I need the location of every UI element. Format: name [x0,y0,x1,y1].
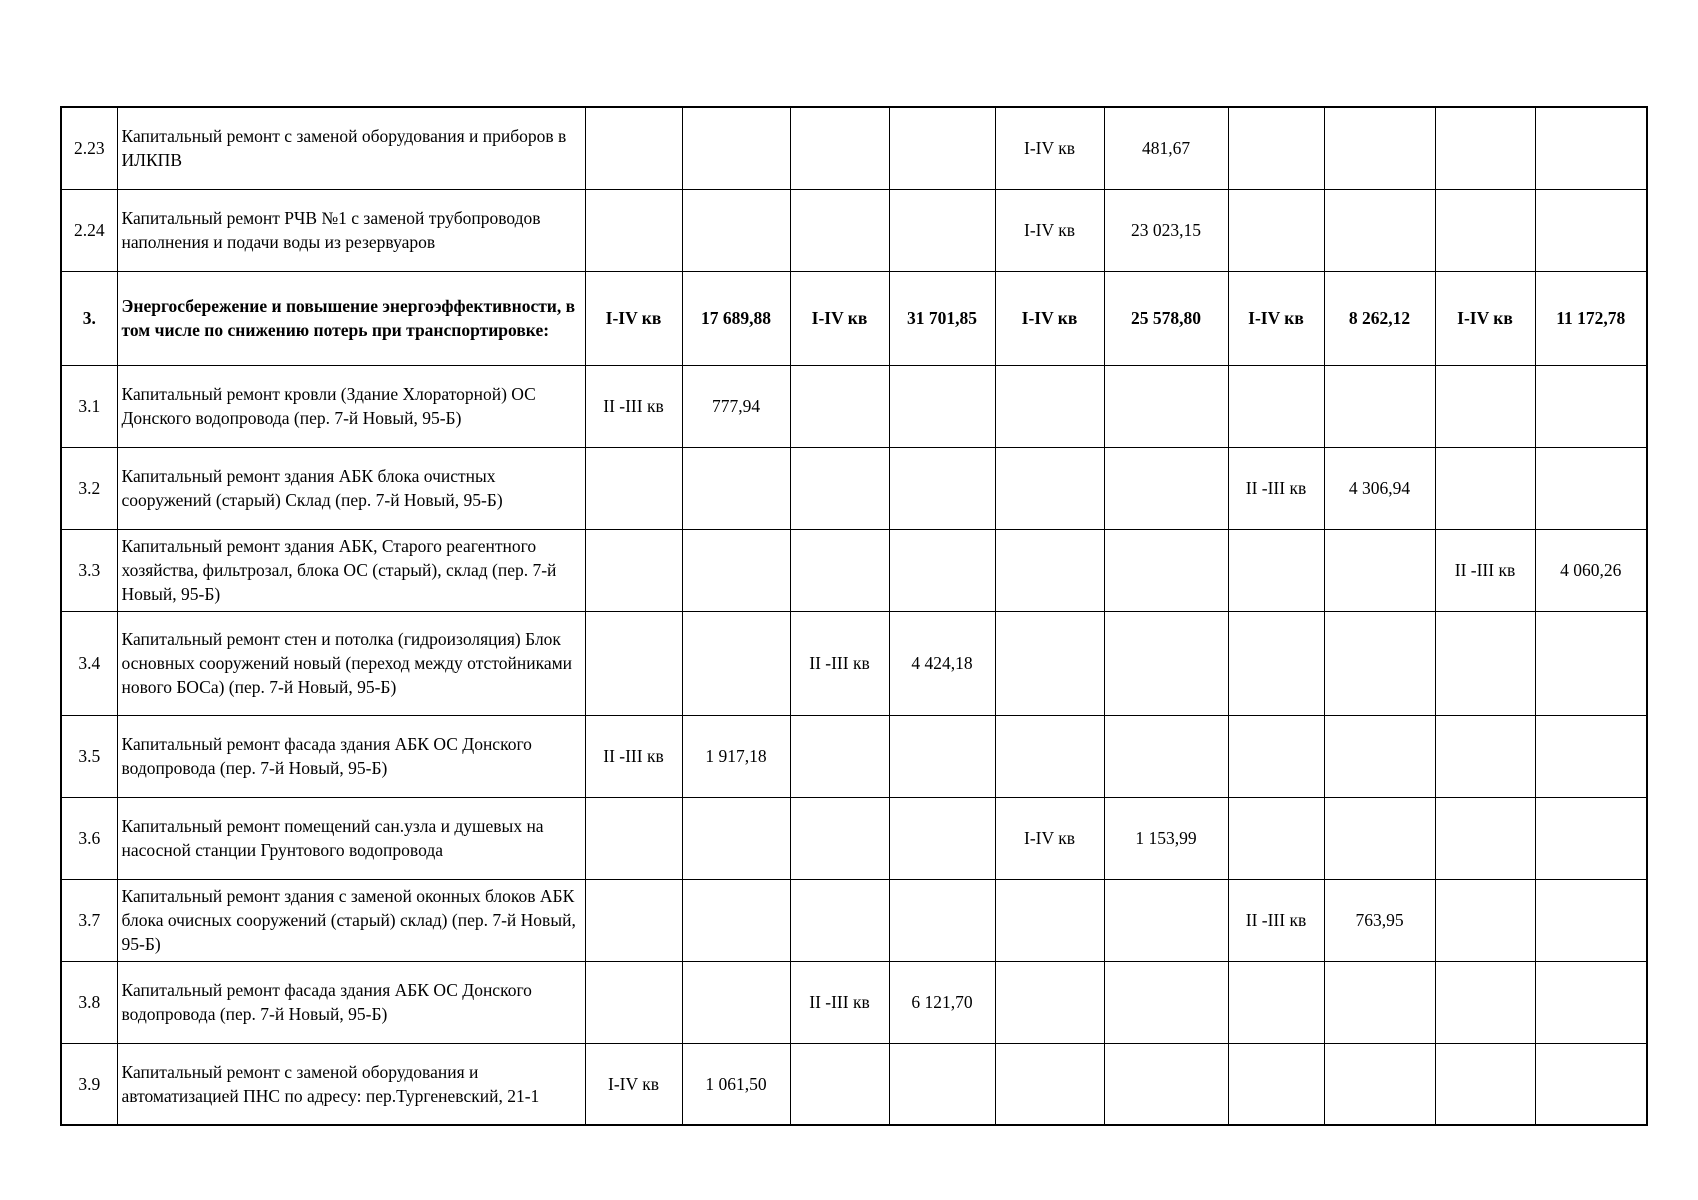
period-cell: II -III кв [1228,879,1324,961]
row-number: 2.23 [61,107,117,189]
row-number: 3.7 [61,879,117,961]
amount-cell [1104,1043,1228,1125]
row-number: 3.6 [61,797,117,879]
period-cell [790,715,889,797]
period-cell [1228,611,1324,715]
amount-cell [889,715,995,797]
amount-cell [1324,1043,1435,1125]
amount-cell: 1 061,50 [682,1043,790,1125]
amount-cell: 481,67 [1104,107,1228,189]
period-cell: I-IV кв [790,271,889,365]
work-description: Капитальный ремонт стен и потолка (гидроизоляция) Блок основных сооружений новый (переход между отстойниками нового БОСа) (пер. 7-й Новый, 95-Б) [117,611,585,715]
amount-cell [682,879,790,961]
amount-cell [1535,1043,1647,1125]
period-cell [1228,529,1324,611]
amount-cell [1324,107,1435,189]
amount-cell [1324,961,1435,1043]
row-number: 3.4 [61,611,117,715]
row-number: 3.8 [61,961,117,1043]
amount-cell [1324,529,1435,611]
table-row [61,611,1647,715]
period-cell [1435,879,1535,961]
period-cell: I-IV кв [1228,271,1324,365]
row-number: 2.24 [61,189,117,271]
amount-cell: 763,95 [1324,879,1435,961]
amount-cell [682,529,790,611]
work-description: Капитальный ремонт с заменой оборудования и автоматизацией ПНС по адресу: пер.Тургеневский, 21-1 [117,1043,585,1125]
table-row [61,189,1647,271]
period-cell [995,447,1104,529]
amount-cell: 4 060,26 [1535,529,1647,611]
amount-cell [1104,879,1228,961]
table-row [61,271,1647,365]
period-cell: I-IV кв [585,271,682,365]
period-cell [585,611,682,715]
table-body [61,107,1647,1125]
table-row [61,961,1647,1043]
amount-cell [1324,189,1435,271]
table-row [61,1043,1647,1125]
row-number: 3.9 [61,1043,117,1125]
period-cell [995,1043,1104,1125]
amount-cell: 17 689,88 [682,271,790,365]
amount-cell: 4 424,18 [889,611,995,715]
table-row [61,107,1647,189]
row-number: 3.1 [61,365,117,447]
period-cell [1435,1043,1535,1125]
period-cell [995,529,1104,611]
period-cell [995,961,1104,1043]
amount-cell [682,107,790,189]
row-number: 3.5 [61,715,117,797]
period-cell [585,961,682,1043]
row-number: 3.3 [61,529,117,611]
amount-cell: 11 172,78 [1535,271,1647,365]
amount-cell [1535,879,1647,961]
table-row [61,447,1647,529]
period-cell [585,189,682,271]
amount-cell [1104,365,1228,447]
amount-cell [682,611,790,715]
amount-cell [889,365,995,447]
amount-cell: 6 121,70 [889,961,995,1043]
period-cell [790,189,889,271]
row-number: 3. [61,271,117,365]
period-cell [1435,611,1535,715]
amount-cell: 8 262,12 [1324,271,1435,365]
period-cell [1435,797,1535,879]
period-cell: II -III кв [790,961,889,1043]
period-cell [1228,715,1324,797]
period-cell: II -III кв [585,365,682,447]
amount-cell [1535,107,1647,189]
amount-cell [889,879,995,961]
work-description: Капитальный ремонт здания с заменой оконных блоков АБК блока очисных сооружений (старый) склад) (пер. 7-й Новый, 95-Б) [117,879,585,961]
amount-cell [1535,961,1647,1043]
period-cell [1228,961,1324,1043]
period-cell [790,1043,889,1125]
period-cell: I-IV кв [995,271,1104,365]
period-cell [995,611,1104,715]
amount-cell: 4 306,94 [1324,447,1435,529]
table-row [61,879,1647,961]
table-row [61,797,1647,879]
work-description: Капитальный ремонт помещений сан.узла и душевых на насосной станции Грунтового водопровода [117,797,585,879]
period-cell: I-IV кв [995,797,1104,879]
period-cell: I-IV кв [585,1043,682,1125]
period-cell: I-IV кв [1435,271,1535,365]
period-cell [1435,107,1535,189]
period-cell [995,365,1104,447]
amount-cell [1104,961,1228,1043]
amount-cell [682,447,790,529]
amount-cell [889,447,995,529]
period-cell [790,529,889,611]
work-description: Энергосбережение и повышение энергоэффективности, в том числе по снижению потерь при транспортировке: [117,271,585,365]
amount-cell [1104,715,1228,797]
amount-cell [1324,715,1435,797]
table-row [61,365,1647,447]
amount-cell [1324,365,1435,447]
row-number: 3.2 [61,447,117,529]
amount-cell [1324,797,1435,879]
period-cell [1228,189,1324,271]
amount-cell: 1 917,18 [682,715,790,797]
work-description: Капитальный ремонт фасада здания АБК ОС Донского водопровода (пер. 7-й Новый, 95-Б) [117,715,585,797]
amount-cell [889,107,995,189]
work-description: Капитальный ремонт РЧВ №1 с заменой трубопроводов наполнения и подачи воды из резервуаров [117,189,585,271]
amount-cell [1104,611,1228,715]
work-description: Капитальный ремонт кровли (Здание Хлораторной) ОС Донского водопровода (пер. 7-й Новый, 95-Б) [117,365,585,447]
table-row [61,529,1647,611]
period-cell: II -III кв [790,611,889,715]
period-cell [585,447,682,529]
amount-cell: 23 023,15 [1104,189,1228,271]
amount-cell [889,189,995,271]
period-cell [585,879,682,961]
amount-cell [1324,611,1435,715]
period-cell [790,365,889,447]
period-cell: I-IV кв [995,107,1104,189]
period-cell [1435,961,1535,1043]
period-cell [790,879,889,961]
period-cell [1435,189,1535,271]
repair-plan-table [60,106,1648,1126]
period-cell [1228,365,1324,447]
amount-cell [1535,797,1647,879]
amount-cell [1535,715,1647,797]
amount-cell: 777,94 [682,365,790,447]
work-description: Капитальный ремонт здания АБК, Старого реагентного хозяйства, фильтрозал, блока ОС (старый), склад (пер. 7-й Новый, 95-Б) [117,529,585,611]
work-description: Капитальный ремонт фасада здания АБК ОС Донского водопровода (пер. 7-й Новый, 95-Б) [117,961,585,1043]
period-cell [585,107,682,189]
period-cell [1435,365,1535,447]
period-cell [995,715,1104,797]
period-cell [1228,797,1324,879]
amount-cell [1104,529,1228,611]
amount-cell [1104,447,1228,529]
period-cell: II -III кв [585,715,682,797]
period-cell: II -III кв [1228,447,1324,529]
amount-cell [1535,611,1647,715]
period-cell [585,797,682,879]
amount-cell [682,961,790,1043]
amount-cell [1535,189,1647,271]
amount-cell [682,797,790,879]
amount-cell [1535,365,1647,447]
period-cell: II -III кв [1435,529,1535,611]
period-cell [1435,447,1535,529]
table-row [61,715,1647,797]
period-cell [1228,1043,1324,1125]
period-cell [790,797,889,879]
period-cell [585,529,682,611]
period-cell [995,879,1104,961]
amount-cell: 1 153,99 [1104,797,1228,879]
amount-cell [889,529,995,611]
period-cell [790,107,889,189]
period-cell [790,447,889,529]
amount-cell [889,797,995,879]
amount-cell: 25 578,80 [1104,271,1228,365]
amount-cell [1535,447,1647,529]
amount-cell [889,1043,995,1125]
period-cell [1435,715,1535,797]
work-description: Капитальный ремонт с заменой оборудования и приборов в ИЛКПВ [117,107,585,189]
amount-cell: 31 701,85 [889,271,995,365]
period-cell [1228,107,1324,189]
period-cell: I-IV кв [995,189,1104,271]
amount-cell [682,189,790,271]
work-description: Капитальный ремонт здания АБК блока очистных сооружений (старый) Склад (пер. 7-й Новый, 95-Б) [117,447,585,529]
